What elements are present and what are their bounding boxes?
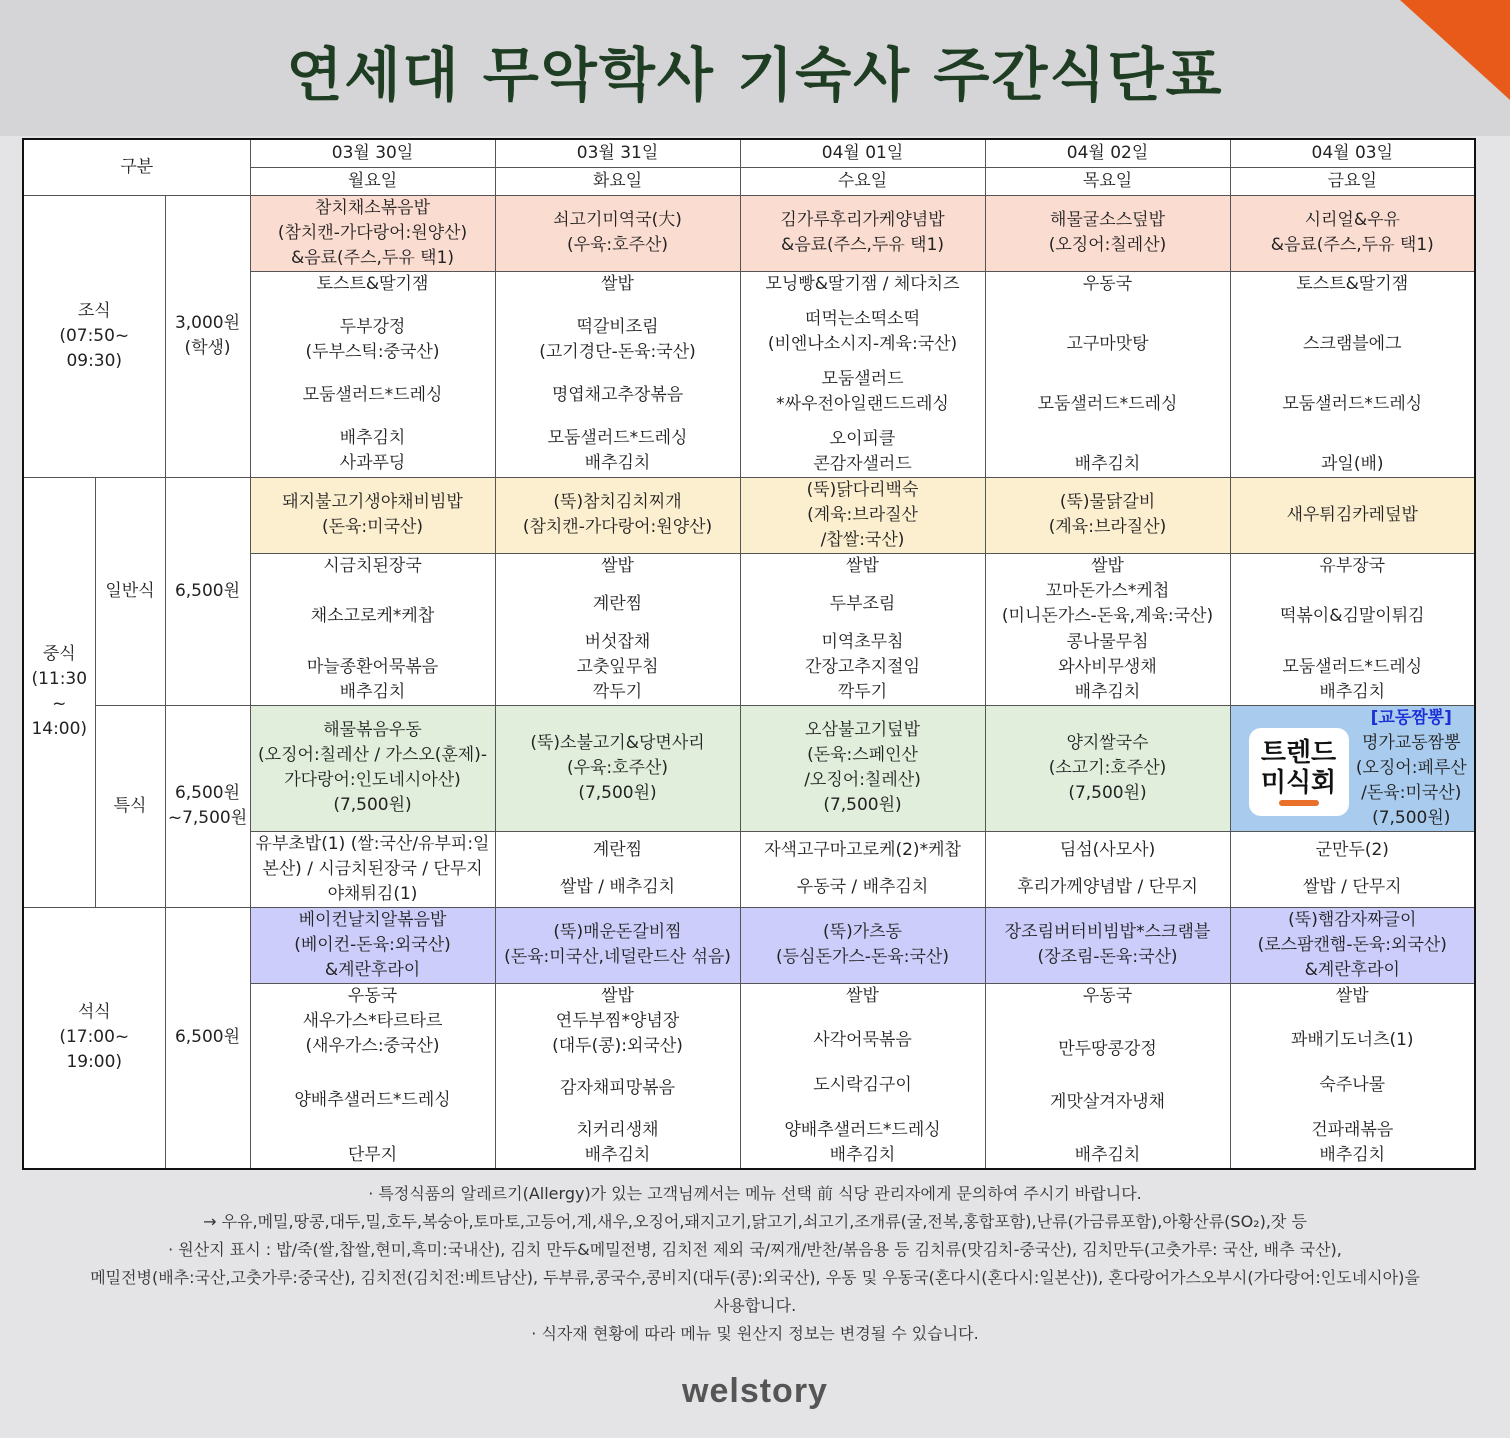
date-header: 04월 02일 bbox=[985, 139, 1230, 167]
text-line: 모둠샐러드 bbox=[821, 368, 904, 389]
lunch-special-main bbox=[250, 705, 495, 831]
text-line: 모둠샐러드*드레싱 bbox=[1037, 393, 1178, 414]
text-line: 중식 bbox=[42, 644, 76, 664]
text-line: 스크램블에그 bbox=[1302, 333, 1402, 354]
notes bbox=[0, 1180, 1510, 1348]
text-line: (뚝)참치김치찌개 bbox=[553, 492, 682, 512]
menu-group bbox=[743, 1028, 983, 1053]
menu-group bbox=[498, 272, 738, 297]
text-line: 숙주나물 bbox=[1319, 1075, 1386, 1096]
weekday-header: 월요일 bbox=[250, 167, 495, 195]
text-line: 버섯잡채 bbox=[584, 631, 651, 652]
text-line: 해물굴소스덮밥 bbox=[1050, 210, 1165, 230]
breakfast-main bbox=[495, 195, 740, 271]
text-line: (대두(콩):외국산) bbox=[552, 1035, 683, 1056]
menu-group bbox=[1233, 984, 1473, 1009]
text-line: 명엽채고추장볶음 bbox=[551, 385, 684, 406]
text-line: (새우가스:중국산) bbox=[305, 1035, 440, 1056]
text-line: 떡갈비조림 bbox=[576, 316, 659, 337]
text-line: 깍두기 bbox=[837, 681, 888, 702]
text-line: 고구마맛탕 bbox=[1066, 333, 1149, 354]
text-line: 치커리생채 bbox=[576, 1120, 659, 1140]
weekly-menu-table bbox=[22, 138, 1476, 1170]
text-line: 모둠샐러드*드레싱 bbox=[302, 385, 443, 406]
lunch-general-main bbox=[250, 477, 495, 553]
text-line: 야채튀김(1) bbox=[327, 883, 418, 904]
breakfast-sides bbox=[250, 271, 495, 477]
text-line: 미역초무침 bbox=[821, 631, 904, 652]
text-line: /오징어:칠레산) bbox=[804, 770, 921, 790]
text-line: (17:00~ bbox=[59, 1027, 130, 1048]
text-line: 명가교동짬뽕 bbox=[1361, 732, 1461, 753]
text-line: 단무지 bbox=[347, 1145, 398, 1165]
dinner-main bbox=[740, 907, 985, 983]
text-line: 계란찜 bbox=[592, 839, 643, 860]
text-line: 쇠고기미역국(大) bbox=[553, 210, 682, 230]
text-line: 쌀밥 bbox=[846, 555, 879, 576]
text-line: 쌀밥 bbox=[846, 985, 879, 1006]
menu-group bbox=[743, 1118, 983, 1168]
page-title: 연세대 무악학사 기숙사 주간식단표 bbox=[286, 41, 1224, 109]
text-line: 콩나물무침 bbox=[1066, 631, 1149, 652]
menu-group bbox=[253, 315, 493, 365]
text-line: 해물볶음우동 bbox=[323, 720, 422, 740]
text-line: 양지쌀국수 bbox=[1066, 732, 1149, 753]
menu-group bbox=[498, 554, 738, 579]
text-line: 유부장국 bbox=[1319, 555, 1386, 576]
text-line: 채소고로케*케찹 bbox=[310, 606, 435, 626]
text-line: (뚝)가츠동 bbox=[823, 922, 902, 942]
text-line: 쌀밥 bbox=[601, 985, 634, 1006]
menu-group bbox=[253, 272, 493, 297]
text-line: 베이컨날치알볶음밥 bbox=[298, 909, 447, 930]
logo-text: 트렌드 bbox=[1260, 737, 1337, 768]
text-line: &계란후라이 bbox=[324, 959, 421, 980]
menu-group bbox=[743, 592, 983, 617]
menu-group bbox=[988, 554, 1228, 629]
text-line: 석식 bbox=[77, 1002, 111, 1023]
special-tag: [교동짬뽕] bbox=[1370, 707, 1452, 728]
menu-group bbox=[988, 630, 1228, 705]
menu-group bbox=[498, 630, 738, 705]
text-line: 콘감자샐러드 bbox=[813, 453, 912, 474]
dinner-main bbox=[495, 907, 740, 983]
text-line: (로스팜캔햄-돈육:외국산) bbox=[1257, 934, 1447, 955]
menu-group bbox=[1233, 1073, 1473, 1098]
date-header: 04월 03일 bbox=[1230, 139, 1475, 167]
menu-group bbox=[988, 272, 1228, 297]
dinner-main bbox=[1230, 907, 1475, 983]
text-line: 사과푸딩 bbox=[339, 453, 406, 474]
text-line: (참치캔-가다랑어:원양산) bbox=[522, 517, 713, 537]
note-origin: · 원산지 표시 : 밥/죽(쌀,찹쌀,현미,흑미:국내산), 김치 만두&메밀전병, 김치전 제외 국/찌개/반찬/볶음용 등 김치류(맛김치-중국산), 김치만두(고춧가루: 국산, 배추 국산), bbox=[168, 1240, 1342, 1259]
menu-group bbox=[1233, 655, 1473, 705]
text-line: (7,500원) bbox=[823, 795, 902, 815]
text-line: 자색고구마고로케(2)*케찹 bbox=[764, 839, 961, 860]
text-line: 쌀밥 / 단무지 bbox=[1302, 877, 1402, 898]
text-line: (7,500원) bbox=[1068, 782, 1147, 803]
menu-group bbox=[988, 452, 1228, 477]
menu-group bbox=[498, 1118, 738, 1168]
text-line: 군만두(2) bbox=[1315, 839, 1389, 860]
text-line: 쌀밥 bbox=[601, 555, 634, 576]
text-line: (뚝)소불고기&당면사리 bbox=[530, 732, 705, 753]
text-line: 우동국 / 배추김치 bbox=[796, 877, 929, 898]
text-line: (고기경단-돈육:국산) bbox=[539, 341, 696, 362]
text-line: 양배추샐러드*드레싱 bbox=[294, 1090, 451, 1111]
text-line: (11:30 bbox=[31, 669, 88, 689]
menu-group bbox=[498, 592, 738, 617]
text-line: 시리얼&우유 bbox=[1304, 210, 1400, 230]
text-line: 떡볶이&김말이튀김 bbox=[1279, 606, 1425, 626]
text-line: 양배추샐러드*드레싱 bbox=[784, 1119, 941, 1140]
lunch-special-main bbox=[1230, 705, 1475, 831]
menu-group bbox=[498, 383, 738, 408]
breakfast-price bbox=[165, 195, 250, 477]
text-line: (참치캔-가다랑어:원양산) bbox=[277, 222, 468, 243]
breakfast-label bbox=[23, 195, 165, 477]
dinner-label bbox=[23, 907, 165, 1169]
text-line: (등심돈가스-돈육:국산) bbox=[776, 947, 949, 967]
menu-group bbox=[253, 1143, 493, 1168]
text-line: (뚝)햄감자짜글이 bbox=[1288, 909, 1417, 930]
dinner-sides bbox=[250, 983, 495, 1169]
lunch-general-sides bbox=[740, 553, 985, 705]
menu-group bbox=[253, 655, 493, 705]
menu-group bbox=[1233, 554, 1473, 579]
lunch-general-sides bbox=[985, 553, 1230, 705]
text-line: (계육:브라질산 bbox=[807, 504, 918, 525]
weekday-header: 수요일 bbox=[740, 167, 985, 195]
text-line: 본산) / 시금치된장국 / 단무지 bbox=[262, 858, 483, 879]
text-line: 배추김치 bbox=[1074, 1144, 1141, 1165]
lunch-special-main bbox=[495, 705, 740, 831]
text-line: 09:30) bbox=[66, 350, 123, 371]
text-line: 깍두기 bbox=[592, 681, 643, 702]
logo-swoosh-icon bbox=[1279, 800, 1319, 806]
text-line: 배추김치 bbox=[1319, 681, 1386, 702]
text-line: 조식 bbox=[77, 300, 111, 321]
text-line: (7,500원) bbox=[333, 795, 412, 815]
note-origin-cont: 메밀전병(배추:국산,고춧가루:중국산), 김치전(김치전:베트남산), 두부류,콩국수,콩비지(대두(콩):외국산), 우동 및 우동국(혼다시(혼다시:일본산)), 혼다랑어가스오부시(가다랑어:인도네시아)을 bbox=[90, 1268, 1420, 1287]
note-change: · 식자재 현황에 따라 메뉴 및 원산지 정보는 변경될 수 있습니다. bbox=[531, 1324, 979, 1343]
text-line: 모둠샐러드*드레싱 bbox=[1282, 393, 1423, 414]
text-line: /찹쌀:국산) bbox=[820, 529, 905, 550]
date-header: 03월 31일 bbox=[495, 139, 740, 167]
text-line: 새우가스*타르타르 bbox=[302, 1010, 443, 1031]
gubun-header: 구분 bbox=[23, 139, 250, 195]
text-line: (베이컨-돈육:외국산) bbox=[294, 934, 451, 955]
text-line: (뚝)매운돈갈비찜 bbox=[553, 922, 682, 942]
text-line: 계란찜 bbox=[592, 593, 643, 614]
lunch-special-main bbox=[985, 705, 1230, 831]
text-line: 쌀밥 bbox=[1335, 985, 1369, 1006]
menu-group bbox=[988, 1037, 1228, 1062]
lunch-special-sides bbox=[250, 831, 495, 907]
text-line: 14:00) bbox=[31, 719, 88, 739]
text-line: 배추김치 bbox=[584, 453, 651, 474]
lunch-special-sides bbox=[985, 831, 1230, 907]
text-line: /돈육:미국산) bbox=[1361, 782, 1462, 803]
lunch-general-main bbox=[740, 477, 985, 553]
lunch-general-sides bbox=[1230, 553, 1475, 705]
text-line: 장조림버터비빔밥*스크램블 bbox=[1004, 922, 1211, 942]
text-line: 토스트&딸기잼 bbox=[1296, 273, 1409, 294]
text-line: 배추김치 bbox=[1074, 681, 1141, 702]
menu-group bbox=[253, 426, 493, 476]
text-line: &계란후라이 bbox=[1304, 959, 1400, 980]
weekday-header: 목요일 bbox=[985, 167, 1230, 195]
menu-group bbox=[988, 1090, 1228, 1115]
text-line: 쌀밥 bbox=[601, 273, 634, 294]
text-line: 딤섬(사모사) bbox=[1059, 839, 1156, 860]
text-line: (뚝)닭다리백숙 bbox=[806, 479, 919, 500]
breakfast-sides bbox=[740, 271, 985, 477]
breakfast-sides bbox=[495, 271, 740, 477]
menu-group bbox=[1233, 452, 1473, 477]
trend-misikhoe-logo bbox=[1249, 728, 1349, 816]
menu-group bbox=[988, 332, 1228, 357]
breakfast-sides bbox=[1230, 271, 1475, 477]
text-line: 두부강정 bbox=[339, 316, 406, 337]
date-header: 03월 30일 bbox=[250, 139, 495, 167]
text-line: 쌀밥 bbox=[1091, 555, 1124, 576]
dinner-sides bbox=[740, 983, 985, 1169]
text-line: 우동국 bbox=[347, 985, 398, 1006]
text-line: 모둠샐러드*드레싱 bbox=[547, 428, 688, 449]
menu-group bbox=[498, 984, 738, 1059]
text-line: &음료(주스,두유 택1) bbox=[1270, 235, 1434, 255]
text-line: (오징어:페루산 bbox=[1355, 757, 1467, 778]
text-line: *싸우전아일랜드드레싱 bbox=[776, 393, 949, 414]
menu-group bbox=[498, 426, 738, 476]
menu-group bbox=[498, 315, 738, 365]
text-line: (돈육:미국산,네덜란드산 섞음) bbox=[504, 947, 731, 967]
menu-group bbox=[743, 984, 983, 1009]
lunch-general-sides bbox=[495, 553, 740, 705]
menu-group bbox=[498, 1076, 738, 1101]
text-line: 토스트&딸기잼 bbox=[316, 273, 429, 294]
note-allergen-list: → 우유,메밀,땅콩,대두,밀,호두,복숭아,토마토,고등어,게,새우,오징어,돼지고기,닭고기,쇠고기,조개류(굴,전복,홍합포함),난류(가금류포함),아황산류(SO₂),잣 등 bbox=[203, 1212, 1307, 1231]
text-line: 배추김치 bbox=[584, 1145, 651, 1165]
menu-group bbox=[743, 367, 983, 417]
text-line: 배추김치 bbox=[339, 681, 406, 702]
text-line: 3,000원 bbox=[174, 313, 241, 333]
dinner-main bbox=[985, 907, 1230, 983]
text-line: (오징어:칠레산) bbox=[1048, 235, 1167, 255]
lunch-general-main bbox=[495, 477, 740, 553]
menu-group bbox=[253, 383, 493, 408]
date-header: 04월 01일 bbox=[740, 139, 985, 167]
text-line: 시금치된장국 bbox=[323, 555, 422, 576]
text-line: (비엔나소시지-계육:국산) bbox=[767, 333, 958, 354]
text-line: (오징어:칠레산 / 가스오(훈제)- bbox=[258, 745, 487, 765]
text-line: 사각어묵볶음 bbox=[813, 1030, 912, 1051]
lunch-special-sides bbox=[495, 831, 740, 907]
text-line: 배추김치 bbox=[339, 428, 406, 449]
lunch-label bbox=[23, 477, 95, 907]
weekday-header: 화요일 bbox=[495, 167, 740, 195]
text-line: ~ bbox=[52, 694, 67, 714]
text-line: 꼬마돈가스*케첩 bbox=[1045, 580, 1170, 601]
lunch-special-main bbox=[740, 705, 985, 831]
text-line: (우육:호주산) bbox=[566, 757, 669, 778]
text-line: 쌀밥 / 배추김치 bbox=[559, 877, 676, 898]
dinner-sides bbox=[495, 983, 740, 1169]
text-line: &음료(주스,두유 택1) bbox=[290, 247, 455, 268]
menu-group bbox=[1233, 604, 1473, 629]
lunch-general-main bbox=[1230, 477, 1475, 553]
logo-text: 미식회 bbox=[1260, 767, 1337, 798]
menu-group bbox=[253, 984, 493, 1059]
menu-group bbox=[253, 1088, 493, 1113]
text-line: ~7,500원 bbox=[167, 808, 248, 828]
text-line: 배추김치 bbox=[1074, 453, 1141, 474]
text-line: (돈육:미국산) bbox=[321, 517, 424, 537]
dinner-price: 6,500원 bbox=[165, 907, 250, 1169]
menu-group bbox=[1233, 392, 1473, 417]
text-line: 우동국 bbox=[1082, 985, 1133, 1006]
breakfast-main bbox=[985, 195, 1230, 271]
text-line: 우동국 bbox=[1082, 273, 1133, 294]
general-price: 6,500원 bbox=[165, 477, 250, 705]
text-line: 참치채소볶음밥 bbox=[315, 197, 430, 218]
text-line: 가다랑어:인도네시아산) bbox=[284, 770, 461, 790]
menu-group bbox=[743, 1073, 983, 1098]
text-line: 와사비무생채 bbox=[1058, 656, 1157, 677]
text-line: 건파래볶음 bbox=[1311, 1119, 1394, 1140]
breakfast-sides bbox=[985, 271, 1230, 477]
special-price bbox=[165, 705, 250, 907]
text-line: 감자채피망볶음 bbox=[560, 1077, 675, 1098]
text-line: 만두땅콩강정 bbox=[1058, 1038, 1157, 1059]
fri-special-text bbox=[1351, 706, 1473, 831]
text-line: 고춧잎무침 bbox=[576, 656, 659, 677]
menu-group bbox=[743, 630, 983, 705]
note-origin-end: 사용합니다. bbox=[713, 1296, 797, 1315]
menu-group bbox=[988, 984, 1228, 1009]
menu-group bbox=[988, 1143, 1228, 1168]
text-line: (학생) bbox=[184, 338, 231, 358]
text-line: 오이피클 bbox=[829, 428, 896, 449]
text-line: (두부스틱:중국산) bbox=[305, 341, 440, 362]
menu-group bbox=[988, 392, 1228, 417]
lunch-special-sides bbox=[740, 831, 985, 907]
text-line: 새우튀김카레덮밥 bbox=[1286, 504, 1418, 525]
menu-group bbox=[1233, 1028, 1473, 1053]
lunch-special-sides bbox=[1230, 831, 1475, 907]
dinner-main bbox=[250, 907, 495, 983]
breakfast-main bbox=[250, 195, 495, 271]
menu-group bbox=[253, 554, 493, 579]
breakfast-main bbox=[1230, 195, 1475, 271]
menu-group bbox=[1233, 332, 1473, 357]
text-line: 연두부찜*양념장 bbox=[555, 1010, 680, 1031]
text-line: 과일(배) bbox=[1321, 453, 1384, 474]
text-line: (우육:호주산) bbox=[566, 235, 669, 255]
text-line: 돼지불고기생야채비빔밥 bbox=[282, 492, 463, 512]
menu-group bbox=[743, 272, 983, 297]
text-line: (뚝)물닭갈비 bbox=[1059, 492, 1156, 512]
text-line: 유부초밥(1) (쌀:국산/유부피:일 bbox=[255, 833, 490, 854]
menu-group bbox=[1233, 272, 1473, 297]
menu-group bbox=[743, 307, 983, 357]
lunch-general-sides bbox=[250, 553, 495, 705]
note-allergy: · 특정식품의 알레르기(Allergy)가 있는 고객님께서는 메뉴 선택 前 식당 관리자에게 문의하여 주시기 바랍니다. bbox=[368, 1184, 1142, 1203]
weekday-header: 금요일 bbox=[1230, 167, 1475, 195]
text-line: (돈육:스페인산 bbox=[807, 745, 918, 765]
text-line: 꽈배기도너츠(1) bbox=[1290, 1030, 1414, 1051]
text-line: 게맛살겨자냉채 bbox=[1050, 1091, 1165, 1112]
text-line: 배추김치 bbox=[1319, 1144, 1386, 1165]
text-line: 도시락김구이 bbox=[813, 1075, 912, 1096]
text-line: (장조림-돈육:국산) bbox=[1037, 947, 1178, 967]
text-line: 19:00) bbox=[66, 1052, 123, 1073]
welstory-logo: welstory bbox=[682, 1372, 828, 1410]
general-label: 일반식 bbox=[95, 477, 165, 705]
lunch-general-main bbox=[985, 477, 1230, 553]
text-line: 후리가께양념밥 / 단무지 bbox=[1017, 877, 1198, 898]
text-line: (미니돈가스-돈육,계육:국산) bbox=[1001, 605, 1214, 626]
text-line: 모닝빵&딸기잼 / 체다치즈 bbox=[765, 273, 960, 294]
text-line: 두부조림 bbox=[829, 593, 896, 614]
dinner-sides bbox=[1230, 983, 1475, 1169]
text-line: 간장고추지절임 bbox=[805, 656, 920, 677]
text-line: (7,500원) bbox=[578, 782, 657, 803]
dinner-sides bbox=[985, 983, 1230, 1169]
text-line: 6,500원 bbox=[174, 783, 241, 803]
menu-group bbox=[743, 554, 983, 579]
text-line: (7,500원) bbox=[1372, 807, 1451, 828]
text-line: &음료(주스,두유 택1) bbox=[780, 235, 945, 255]
text-line: 오삼불고기덮밥 bbox=[805, 720, 920, 740]
text-line: (계육:브라질산) bbox=[1048, 517, 1167, 537]
special-label: 특식 bbox=[95, 705, 165, 907]
text-line: (소고기:호주산) bbox=[1048, 757, 1167, 778]
text-line: 모둠샐러드*드레싱 bbox=[1282, 656, 1423, 677]
menu-group bbox=[743, 427, 983, 477]
menu-group bbox=[253, 604, 493, 629]
breakfast-main bbox=[740, 195, 985, 271]
text-line: 마늘종환어묵볶음 bbox=[306, 656, 439, 677]
text-line: (07:50~ bbox=[59, 325, 130, 346]
text-line: 김가루후리가케양념밥 bbox=[780, 210, 945, 230]
menu-group bbox=[1233, 1118, 1473, 1168]
text-line: 배추김치 bbox=[829, 1144, 896, 1165]
text-line: 떠먹는소떡소떡 bbox=[805, 308, 920, 329]
